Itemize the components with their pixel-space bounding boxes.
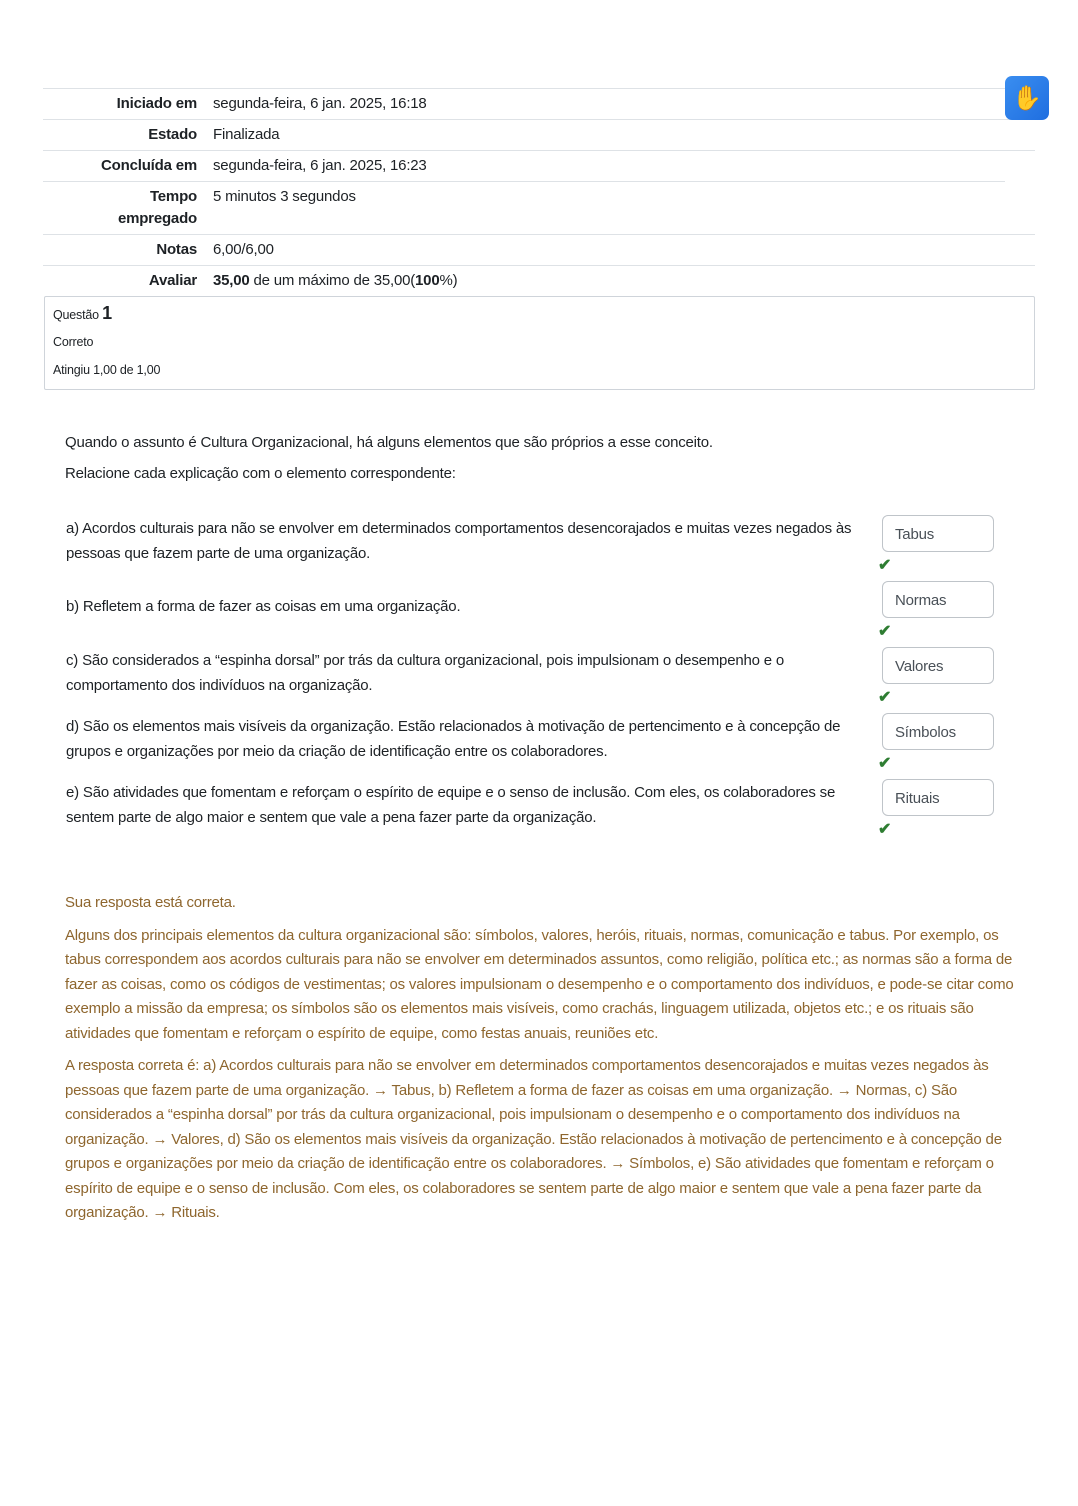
feedback-general: Alguns dos principais elementos da cultura organizacional são: símbolos, valores, heróis, rituais, normas, comunicação e tabus. Por exemplo, os tabus correspondem aos acordos culturais para não se envolver em determinados assuntos, como religião, política etc.; as normas são a forma de fazer as coisas, como os códigos de vestimentas; os valores impulsionam o desempenho e o comportamento dos indivíduos, e pode-se citar como exemplo a missão da empresa; os símbolos são os elementos mais visíveis, como crachás, linguagem utilizada, objetos etc.; e os rituais são atividades que fomentam e reforçam o espírito de equipe, como festas anuais, reuniões etc. [65,926,1014,1042]
check-icon: ✔ [878,821,892,838]
summary-row-completed [43,150,1035,181]
question-label: Questão [53,308,99,322]
feedback [65,891,1020,1234]
summary-label: Tempo empregado [117,188,197,227]
summary-value: 6,00/6,00 [213,241,274,258]
check-icon: ✔ [878,623,892,640]
check-icon: ✔ [878,557,892,574]
check-icon: ✔ [878,755,892,772]
match-item-text: b) Refletem a forma de fazer as coisas em uma organização. [66,598,461,615]
question-status: Correto [53,335,94,349]
summary-label: Notas [156,241,197,258]
summary-value: 5 minutos 3 segundos [213,188,356,205]
summary-row-started [43,88,1035,119]
question-info [44,296,1035,390]
summary-label: Estado [148,126,197,143]
feedback-right-answer: A resposta correta é: a) Acordos culturais para não se envolver em determinados comportamentos desencorajados e muitas vezes negados às pessoas que fazem parte de uma organização. → Tabus, b) Refletem a forma de fazer as coisas em uma organização. → Normas, c) São considerados a “espinha dorsal” por trás da cultura organizacional, pois impulsionam o desempenho e o comportamento dos indivíduos na organização. → Valores, d) São os elementos mais visíveis da organização. Estão relacionados à motivação de pertencimento e à concepção de grupos e organizações por meio da criação de identificação entre os colaboradores. → Símbolos, e) São atividades que fomentam e reforçam o espírito de equipe e o senso de inclusão. Com eles, os colaboradores se sentem parte de algo maior e sentem que vale a pena fazer parte da organização. → Rituais. [65,1057,1002,1221]
summary-value: segunda-feira, 6 jan. 2025, 16:18 [213,95,427,112]
sign-language-icon[interactable]: ✋ [1005,76,1049,120]
summary-value: segunda-feira, 6 jan. 2025, 16:23 [213,157,427,174]
summary-row-time [43,181,1005,234]
match-item-text: a) Acordos culturais para não se envolver em determinados comportamentos desencorajados e muitas vezes negados às pessoas que fazem parte de uma organização. [66,520,852,562]
summary-row-state [43,119,1035,150]
feedback-result: Sua resposta está correta. [65,894,236,911]
question-number: 1 [102,303,112,323]
summary-row-grade [43,265,1035,296]
answer-select[interactable]: Símbolos [882,713,994,750]
answer-select[interactable]: Valores [882,647,994,684]
answer-select[interactable]: Rituais [882,779,994,816]
match-item-text: c) São considerados a “espinha dorsal” por trás da cultura organizacional, pois impulsionam o desempenho e o comportamento dos indivíduos na organização. [66,652,784,694]
question-grade: Atingiu 1,00 de 1,00 [53,363,161,377]
check-icon: ✔ [878,689,892,706]
match-item-text: d) São os elementos mais visíveis da organização. Estão relacionados à motivação de pertencimento e à concepção de grupos e organizações por meio da criação de identificação entre os colaboradores. [66,718,841,760]
summary-row-marks [43,234,1035,265]
summary-label: Concluída em [101,157,197,174]
summary-label: Iniciado em [116,95,197,112]
answer-select[interactable]: Normas [882,581,994,618]
question-text [65,432,1015,494]
question-paragraph: Relacione cada explicação com o elemento correspondente: [65,465,456,482]
summary-value: Finalizada [213,126,280,143]
answer-select[interactable]: Tabus [882,515,994,552]
question-paragraph: Quando o assunto é Cultura Organizacional, há alguns elementos que são próprios a esse conceito. [65,434,713,451]
attempt-summary [43,88,1035,296]
match-item-text: e) São atividades que fomentam e reforçam o espírito de equipe e o senso de inclusão. Com eles, os colaboradores se sentem parte de algo maior e sentem que vale a pena fazer parte da organização. [66,784,836,826]
summary-value: 35,00 de um máximo de 35,00(100%) [213,272,458,289]
summary-label: Avaliar [148,272,197,289]
